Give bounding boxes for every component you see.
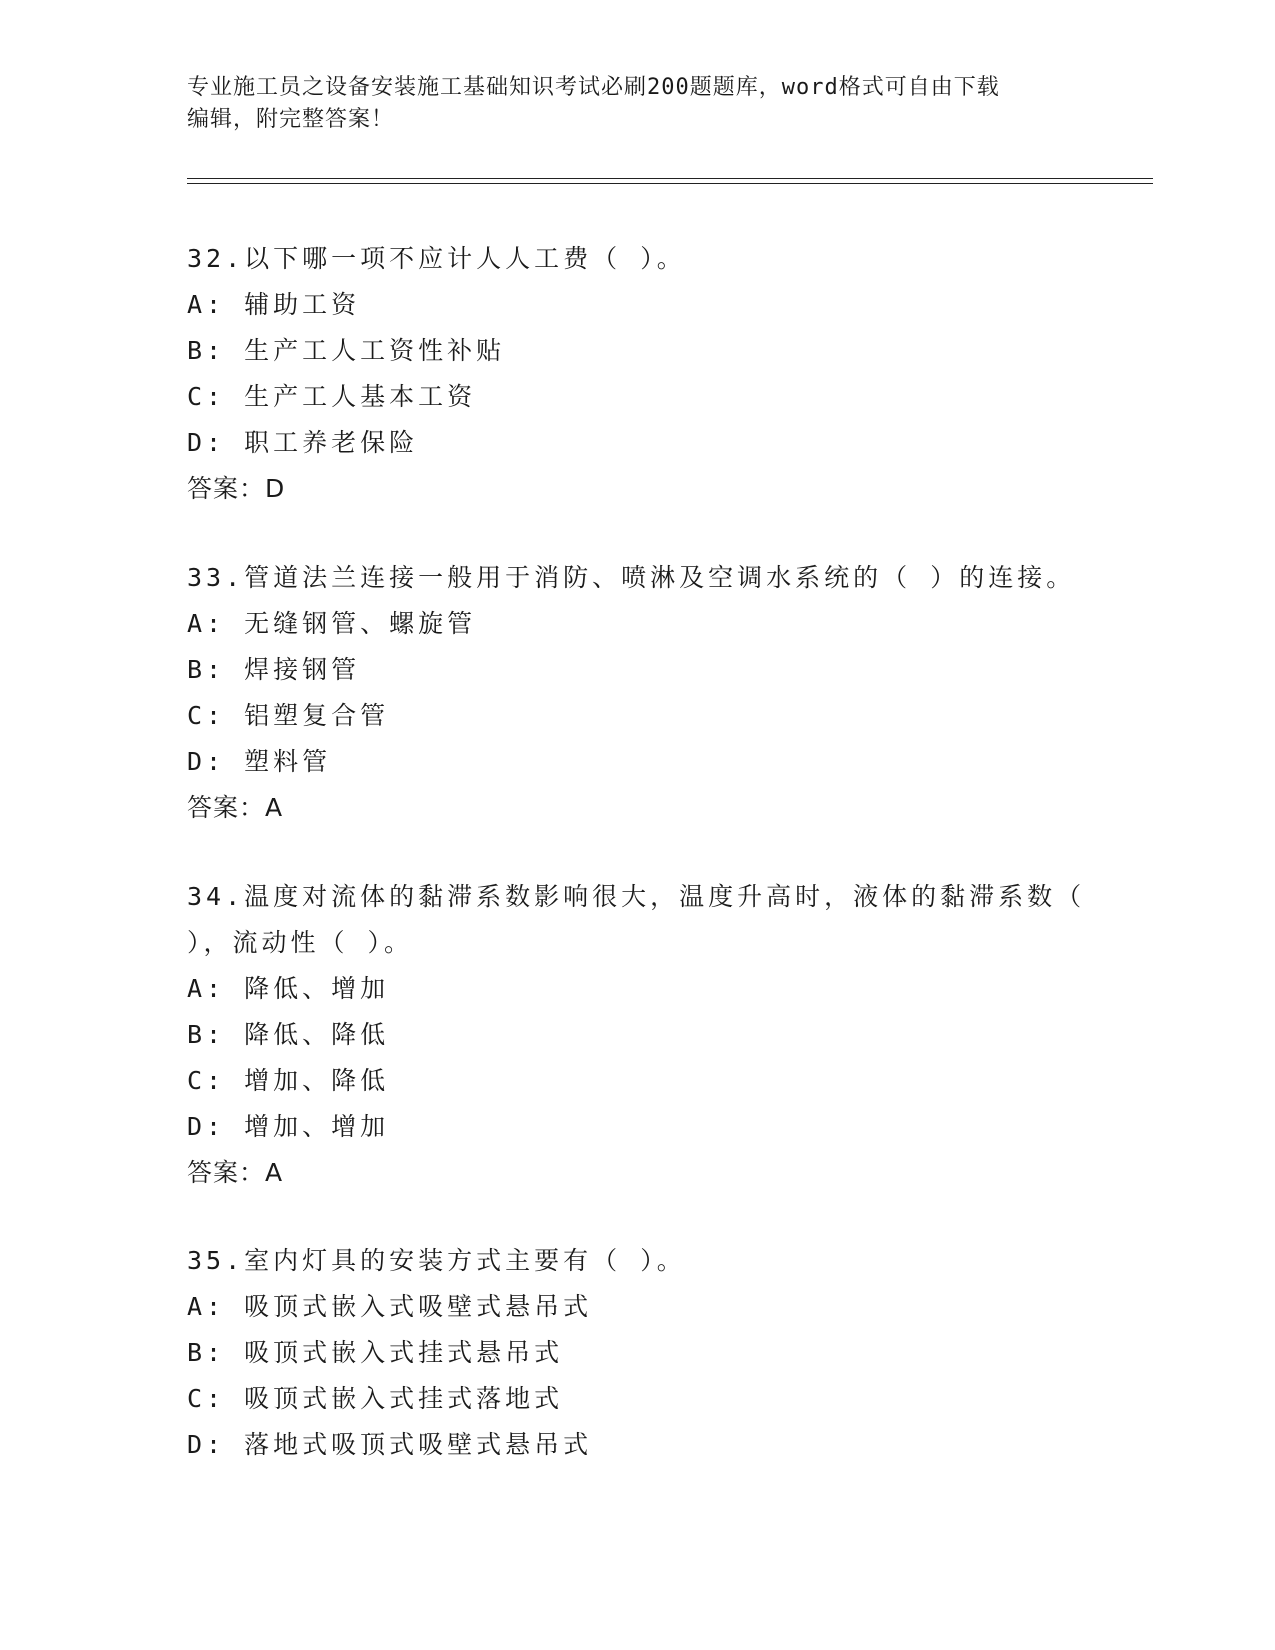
question-34 — [187, 874, 1087, 1196]
option-c: C: 增加、降低 — [187, 1066, 390, 1095]
option-a: A: 吸顶式嵌入式吸壁式悬吊式 — [187, 1292, 593, 1321]
option-b: B: 吸顶式嵌入式挂式悬吊式 — [187, 1338, 564, 1367]
question-stem: 35.室内灯具的安装方式主要有（ ）。 — [187, 1246, 686, 1275]
option-c: C: 吸顶式嵌入式挂式落地式 — [187, 1384, 564, 1413]
question-33 — [187, 555, 1087, 831]
question-32 — [187, 236, 1087, 512]
document-header — [187, 72, 1087, 136]
header-line-2: 编辑，附完整答案！ — [187, 107, 395, 132]
option-b: B: 生产工人工资性补贴 — [187, 336, 506, 365]
option-d: D: 增加、增加 — [187, 1112, 390, 1141]
header-line-1: 专业施工员之设备安装施工基础知识考试必刷200题题库，word格式可自由下载 — [187, 75, 1000, 100]
answer-key: 答案：D — [187, 474, 286, 503]
option-d: D: 塑料管 — [187, 747, 332, 776]
option-a: A: 降低、增加 — [187, 974, 390, 1003]
question-stem-line-2: ），流动性（ ）。 — [187, 928, 414, 957]
question-35 — [187, 1238, 1087, 1468]
header-divider-top — [187, 178, 1153, 179]
option-d: D: 职工养老保险 — [187, 428, 419, 457]
answer-key: 答案：A — [187, 1158, 284, 1187]
question-stem: 33.管道法兰连接一般用于消防、喷淋及空调水系统的（ ）的连接。 — [187, 563, 1076, 592]
option-b: B: 降低、降低 — [187, 1020, 390, 1049]
question-stem-line-1: 34.温度对流体的黏滞系数影响很大，温度升高时，液体的黏滞系数（ — [187, 882, 1086, 911]
option-c: C: 生产工人基本工资 — [187, 382, 477, 411]
question-stem: 32.以下哪一项不应计人人工费（ ）。 — [187, 244, 686, 273]
header-divider-bottom — [187, 183, 1153, 184]
option-d: D: 落地式吸顶式吸壁式悬吊式 — [187, 1430, 593, 1459]
option-a: A: 无缝钢管、螺旋管 — [187, 609, 477, 638]
option-b: B: 焊接钢管 — [187, 655, 361, 684]
answer-key: 答案：A — [187, 793, 284, 822]
option-a: A: 辅助工资 — [187, 290, 361, 319]
option-c: C: 铝塑复合管 — [187, 701, 390, 730]
